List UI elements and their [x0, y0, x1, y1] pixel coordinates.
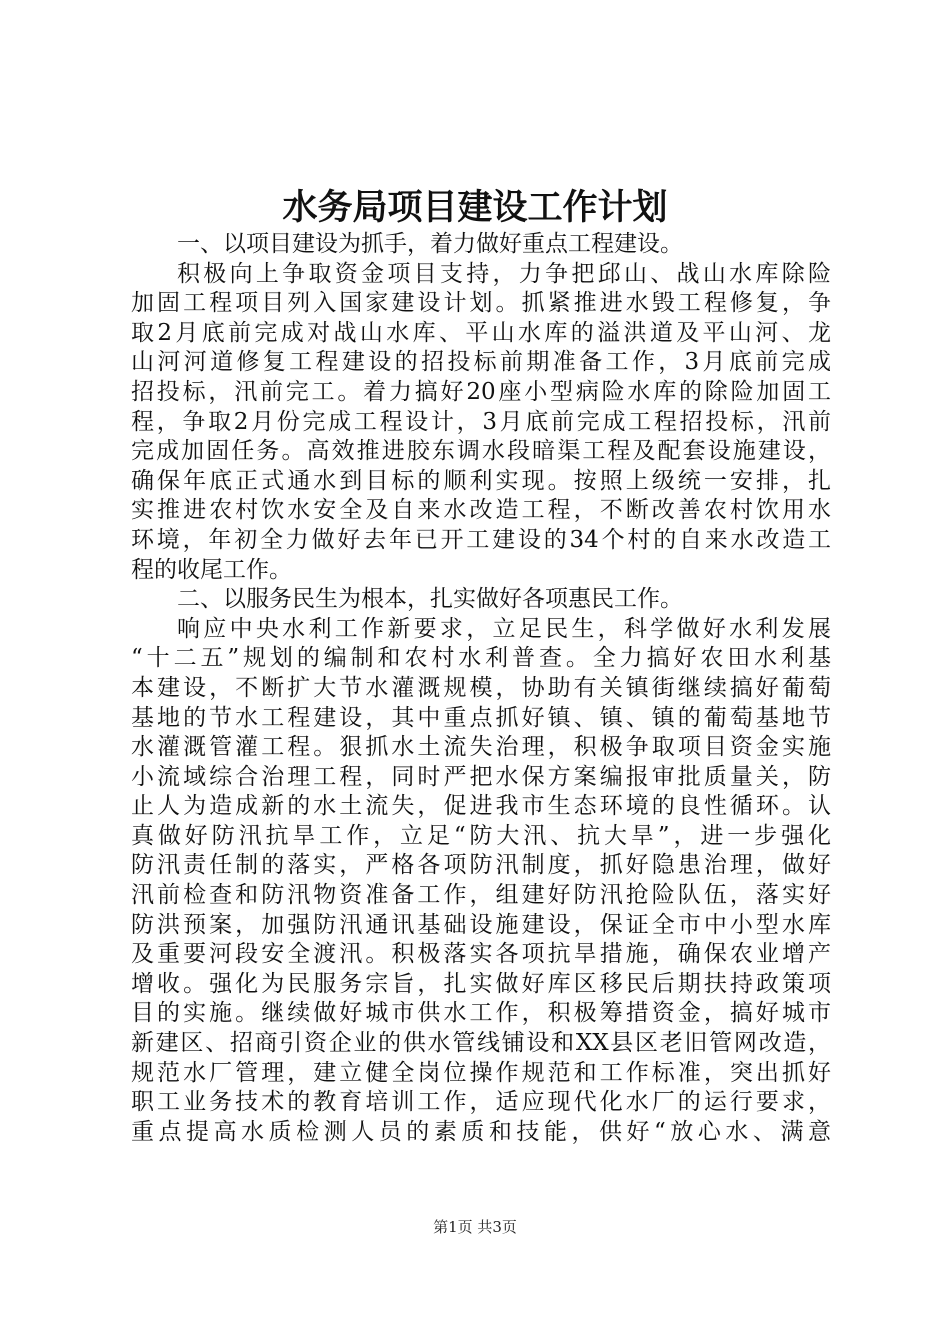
document-body [131, 230, 831, 1147]
text-line: 水灌溉管灌工程。狠抓水土流失治理，积极争取项目资金实施 [131, 734, 831, 761]
text-line: 取2月底前完成对战山水库、平山水库的溢洪道及平山河、龙 [131, 319, 831, 346]
text-line: 汛前检查和防汛物资准备工作，组建好防汛抢险队伍，落实好 [131, 882, 831, 909]
text-line: 响应中央水利工作新要求，立足民生，科学做好水利发展 [177, 615, 831, 642]
text-line: 规范水厂管理，建立健全岗位操作规范和工作标准，突出抓好 [131, 1059, 831, 1086]
text-line: 二、以服务民生为根本，扎实做好各项惠民工作。 [177, 586, 683, 613]
text-line: 增收。强化为民服务宗旨，扎实做好库区移民后期扶持政策项 [131, 970, 831, 997]
text-line: 止人为造成新的水土流失，促进我市生态环境的良性循环。认 [131, 793, 831, 820]
text-line: 防洪预案，加强防汛通讯基础设施建设，保证全市中小型水库 [131, 911, 831, 938]
text-line: 重点提高水质检测人员的素质和技能，供好“放心水、满意 [131, 1118, 831, 1145]
text-line: 小流域综合治理工程，同时严把水保方案编报审批质量关，防 [131, 763, 831, 790]
text-line: “十二五”规划的编制和农村水利普查。全力搞好农田水利基 [131, 645, 831, 672]
text-line: 目的实施。继续做好城市供水工作，积极筹措资金，搞好城市 [131, 1000, 831, 1027]
text-line: 程，争取2月份完成工程设计，3月底前完成工程招投标，汛前 [131, 408, 831, 435]
page-footer: 第1页 共3页 [433, 1218, 517, 1236]
text-line: 新建区、招商引资企业的供水管线铺设和XX县区老旧管网改造， [131, 1030, 831, 1057]
text-line: 加固工程项目列入国家建设计划。抓紧推进水毁工程修复，争 [131, 290, 831, 317]
text-line: 积极向上争取资金项目支持，力争把邱山、战山水库除险 [177, 260, 831, 287]
text-line: 基地的节水工程建设，其中重点抓好镇、镇、镇的葡萄基地节 [131, 704, 831, 731]
text-line: 防汛责任制的落实，严格各项防汛制度，抓好隐患治理，做好 [131, 852, 831, 879]
text-line: 实推进农村饮水安全及自来水改造工程，不断改善农村饮用水 [131, 497, 831, 524]
text-line: 及重要河段安全渡汛。积极落实各项抗旱措施，确保农业增产 [131, 941, 831, 968]
text-line: 环境，年初全力做好去年已开工建设的34个村的自来水改造工 [131, 526, 831, 553]
text-line: 山河河道修复工程建设的招投标前期准备工作，3月底前完成 [131, 349, 831, 376]
text-line: 本建设，不断扩大节水灌溉规模，协助有关镇街继续搞好葡萄 [131, 674, 831, 701]
text-line: 完成加固任务。高效推进胶东调水段暗渠工程及配套设施建设， [131, 438, 831, 465]
text-line: 真做好防汛抗旱工作，立足“防大汛、抗大旱”，进一步强化 [131, 822, 831, 849]
text-line: 一、以项目建设为抓手，着力做好重点工程建设。 [177, 231, 683, 257]
document-title: 水务局项目建设工作计划 [282, 187, 668, 228]
text-line: 确保年底正式通水到目标的顺利实现。按照上级统一安排，扎 [131, 467, 831, 494]
text-line: 职工业务技术的教育培训工作，适应现代化水厂的运行要求， [131, 1089, 831, 1116]
text-line: 程的收尾工作。 [131, 556, 292, 583]
text-line: 招投标，汛前完工。着力搞好20座小型病险水库的除险加固工 [131, 378, 831, 405]
